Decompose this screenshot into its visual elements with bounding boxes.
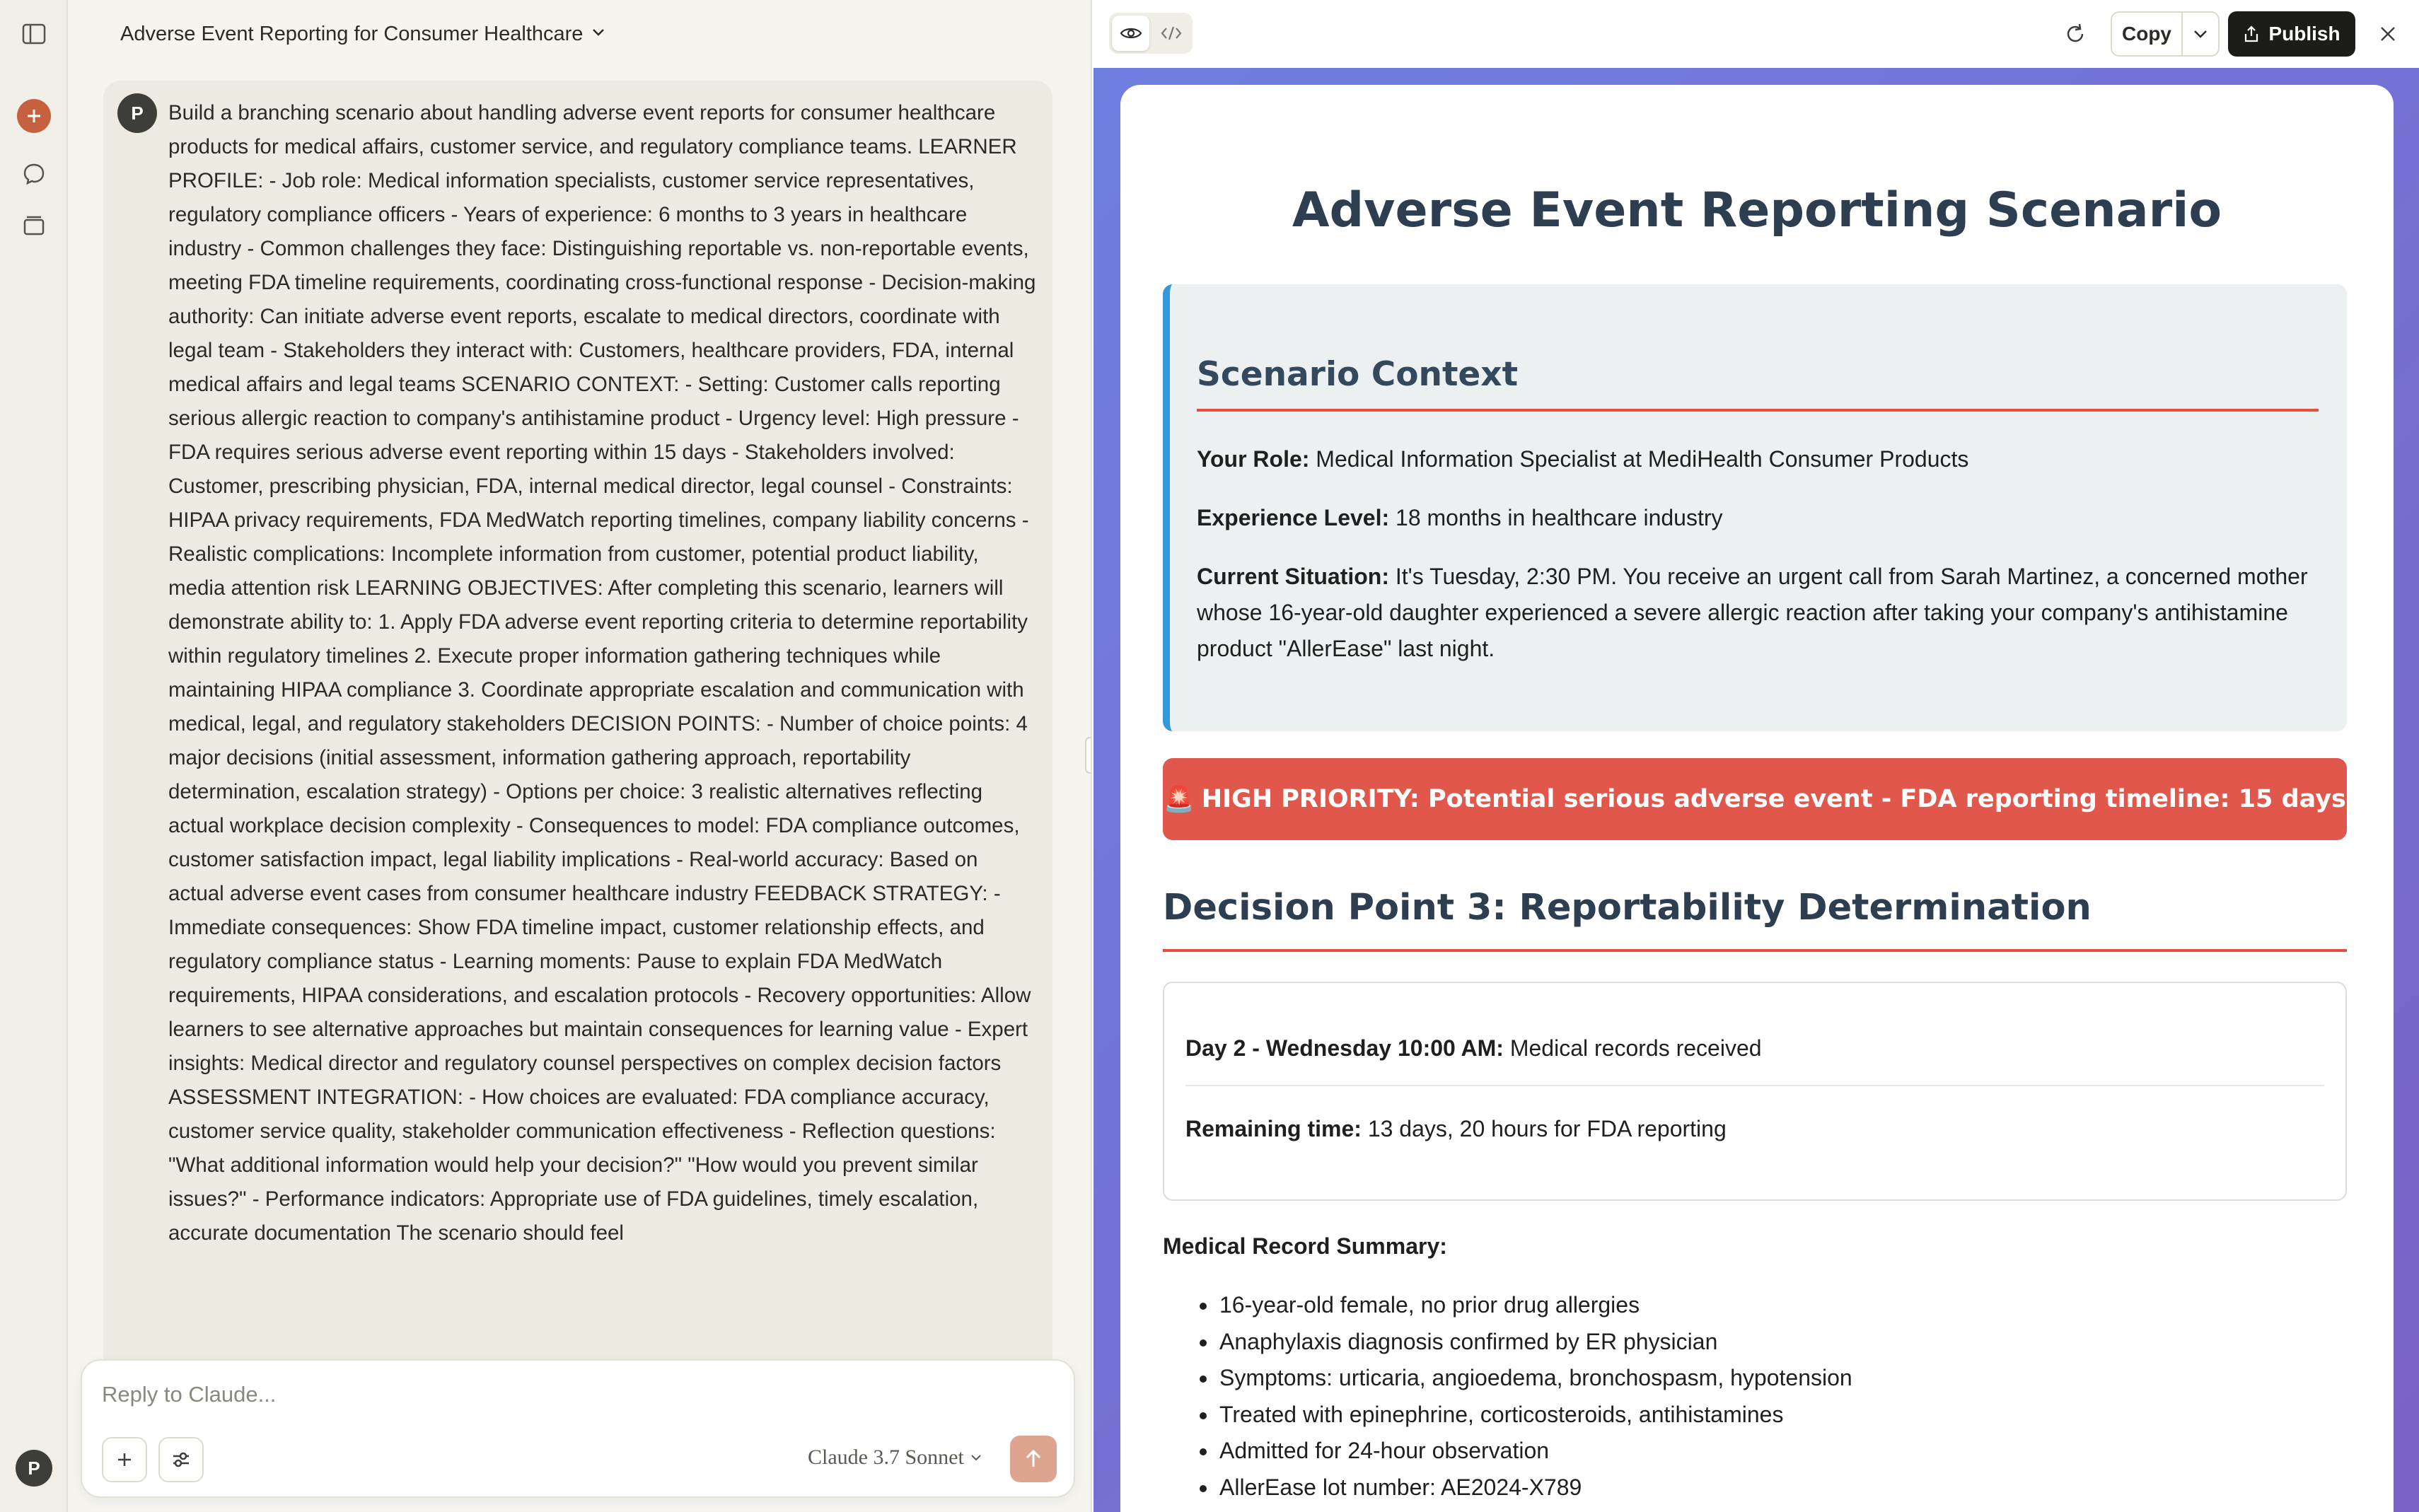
scenario-context-box bbox=[1163, 284, 2347, 731]
situation-value: It's Tuesday, 2:30 PM. You receive an urgent call from Sarah Martinez, a concerned mother whose 16-year-old daughter experienced a severe allergic reaction after taking your company's antihistamine product "AllerEase" last night. bbox=[1197, 564, 2308, 661]
list-item: 16-year-old female, no prior drug allergies bbox=[1163, 1287, 1852, 1324]
role-label: Your Role: bbox=[1197, 446, 1310, 472]
chevron-down-icon[interactable] bbox=[591, 28, 605, 41]
scenario-sheet bbox=[1120, 85, 2394, 1512]
alert-text: HIGH PRIORITY: Potential serious adverse event - FDA reporting timeline: 15 days bbox=[1201, 785, 2346, 813]
timeline-separator bbox=[1185, 1085, 2324, 1086]
artifact-toolbar bbox=[1092, 0, 2419, 68]
chevron-down-icon bbox=[970, 1453, 982, 1462]
role-value: Medical Information Specialist at MediHealth Consumer Products bbox=[1316, 446, 1969, 472]
context-divider bbox=[1197, 409, 2319, 412]
decision-divider bbox=[1163, 949, 2347, 952]
preview-eye-icon[interactable] bbox=[1112, 16, 1149, 51]
summary-list bbox=[1163, 1287, 1852, 1506]
copy-button[interactable]: Copy bbox=[2112, 13, 2183, 55]
decision-point-heading: Decision Point 3: Reportability Determination bbox=[1163, 887, 2092, 929]
arrow-up-icon bbox=[1023, 1448, 1043, 1470]
chats-icon[interactable] bbox=[18, 158, 50, 190]
projects-icon[interactable] bbox=[18, 209, 50, 240]
model-selector[interactable] bbox=[808, 1446, 982, 1470]
left-rail bbox=[0, 0, 68, 1512]
share-icon bbox=[2243, 25, 2260, 43]
artifact-panel bbox=[1091, 0, 2419, 1512]
siren-icon: 🚨 bbox=[1164, 785, 1195, 814]
tools-settings-button[interactable] bbox=[158, 1437, 204, 1482]
chevron-down-icon bbox=[2193, 29, 2208, 39]
list-item: AllerEase lot number: AE2024-X789 bbox=[1163, 1470, 1852, 1506]
timeline-remaining-label: Remaining time: bbox=[1185, 1116, 1362, 1141]
timeline-remaining-value: 13 days, 20 hours for FDA reporting bbox=[1367, 1116, 1727, 1141]
priority-alert bbox=[1163, 758, 2347, 840]
code-icon[interactable] bbox=[1152, 16, 1190, 51]
send-button[interactable] bbox=[1010, 1436, 1057, 1482]
model-name: Claude 3.7 Sonnet bbox=[808, 1446, 964, 1469]
composer bbox=[81, 1359, 1075, 1498]
refresh-icon[interactable] bbox=[2060, 18, 2091, 50]
timeline-day-label: Day 2 - Wednesday 10:00 AM: bbox=[1185, 1035, 1504, 1061]
publish-button[interactable] bbox=[2228, 11, 2355, 57]
chat-header bbox=[68, 0, 1091, 68]
copy-options-button[interactable] bbox=[2183, 29, 2218, 39]
summary-title: Medical Record Summary: bbox=[1163, 1233, 1447, 1259]
timeline-day-value: Medical records received bbox=[1509, 1035, 1762, 1061]
view-toggle bbox=[1109, 13, 1193, 54]
experience-value: 18 months in healthcare industry bbox=[1396, 505, 1723, 530]
timeline-box bbox=[1163, 982, 2347, 1201]
user-avatar[interactable]: P bbox=[16, 1450, 52, 1487]
message-avatar: P bbox=[117, 93, 157, 133]
close-icon[interactable] bbox=[2372, 18, 2403, 50]
scenario-title: Adverse Event Reporting Scenario bbox=[1292, 182, 2222, 238]
sidebar-toggle-icon[interactable] bbox=[18, 18, 50, 50]
user-message bbox=[103, 81, 1052, 1375]
experience-label: Experience Level: bbox=[1197, 505, 1390, 530]
publish-label: Publish bbox=[2268, 23, 2340, 45]
role-line bbox=[1197, 441, 2328, 477]
experience-line bbox=[1197, 500, 2328, 536]
message-text: Build a branching scenario about handling adverse event reports for consumer healthcare products for medical affairs, customer service, and regulatory compliance teams. LEARNER PROFILE: - Job role: Medical information specialists, customer service representatives, regulatory compliance officers - Years of experience: 6 months to 3 years in healthcare industry - Common challenges they face: Distinguishing reportable vs. non-reportable events, meeting FDA timeline requirements, coordinating cross-functional response - Decision-making authority: Can initiate adverse event reports, escalate to medical directors, coordinate with legal team - Stakeholders they interact with: Customers, healthcare providers, FDA, internal medical affairs and legal teams SCENARIO CONTEXT: - Setting: Customer calls reporting serious allergic reaction to company's antihistamine product - Urgency level: High pressure - FDA requires serious adverse event reporting within 15 days - Stakeholders involved: Customer, prescribing physician, FDA, internal medical director, legal counsel - Constraints: HIPAA privacy requirements, FDA MedWatch reporting timelines, company liability concerns - Realistic complications: Incomplete information from customer, potential product liability, media attention risk LEARNING OBJECTIVES: After completing this scenario, learners will demonstrate ability to: 1. Apply FDA adverse event reporting criteria to determine reportability within regulatory timelines 2. Execute proper information gathering techniques while maintaining HIPAA compliance 3. Coordinate appropriate escalation and communication with medical, legal, and regulatory stakeholders DECISION POINTS: - Number of choice points: 4 major decisions (initial assessment, information gathering approach, reportability determination, escalation strategy) - Options per choice: 3 realistic alternatives reflecting actual workplace decision complexity - Consequences to model: FDA compliance outcomes, customer satisfaction impact, legal liability implications - Real-world accuracy: Based on actual adverse event cases from consumer healthcare industry FEEDBACK STRATEGY: - Immediate consequences: Show FDA timeline impact, customer relationship effects, and regulatory compliance status - Learning moments: Pause to explain FDA MedWatch requirements, HIPAA considerations, and escalation protocols - Recovery opportunities: Allow learners to see alternative approaches but maintain consequences for learning value - Expert insights: Medical director and regulatory counsel perspectives on complex decision factors ASSESSMENT INTEGRATION: - How choices are evaluated: FDA compliance accuracy, customer service quality, stakeholder communication effectiveness - Reflection questions: "What additional information would help your decision?" "How would you prevent similar issues?" - Performance indicators: Appropriate use of FDA guidelines, timely escalation, accurate documentation The scenario should feel bbox=[168, 101, 1036, 1245]
timeline-day-row bbox=[1185, 1035, 1762, 1062]
artifact-preview bbox=[1094, 68, 2419, 1512]
copy-button-group bbox=[2111, 11, 2220, 57]
list-item: Symptoms: urticaria, angioedema, bronchospasm, hypotension bbox=[1163, 1360, 1852, 1397]
list-item: Treated with epinephrine, corticosteroids, antihistamines bbox=[1163, 1397, 1852, 1434]
attach-button[interactable] bbox=[102, 1437, 147, 1482]
context-heading: Scenario Context bbox=[1197, 355, 1519, 394]
situation-label: Current Situation: bbox=[1197, 564, 1389, 589]
reply-input[interactable] bbox=[102, 1382, 1021, 1407]
timeline-remaining-row bbox=[1185, 1116, 1727, 1142]
list-item: Anaphylaxis diagnosis confirmed by ER physician bbox=[1163, 1324, 1852, 1361]
conversation-title[interactable]: Adverse Event Reporting for Consumer Healthcare bbox=[120, 22, 584, 45]
new-chat-button[interactable] bbox=[17, 99, 51, 133]
situation-line bbox=[1197, 559, 2328, 667]
list-item: Admitted for 24-hour observation bbox=[1163, 1433, 1852, 1470]
